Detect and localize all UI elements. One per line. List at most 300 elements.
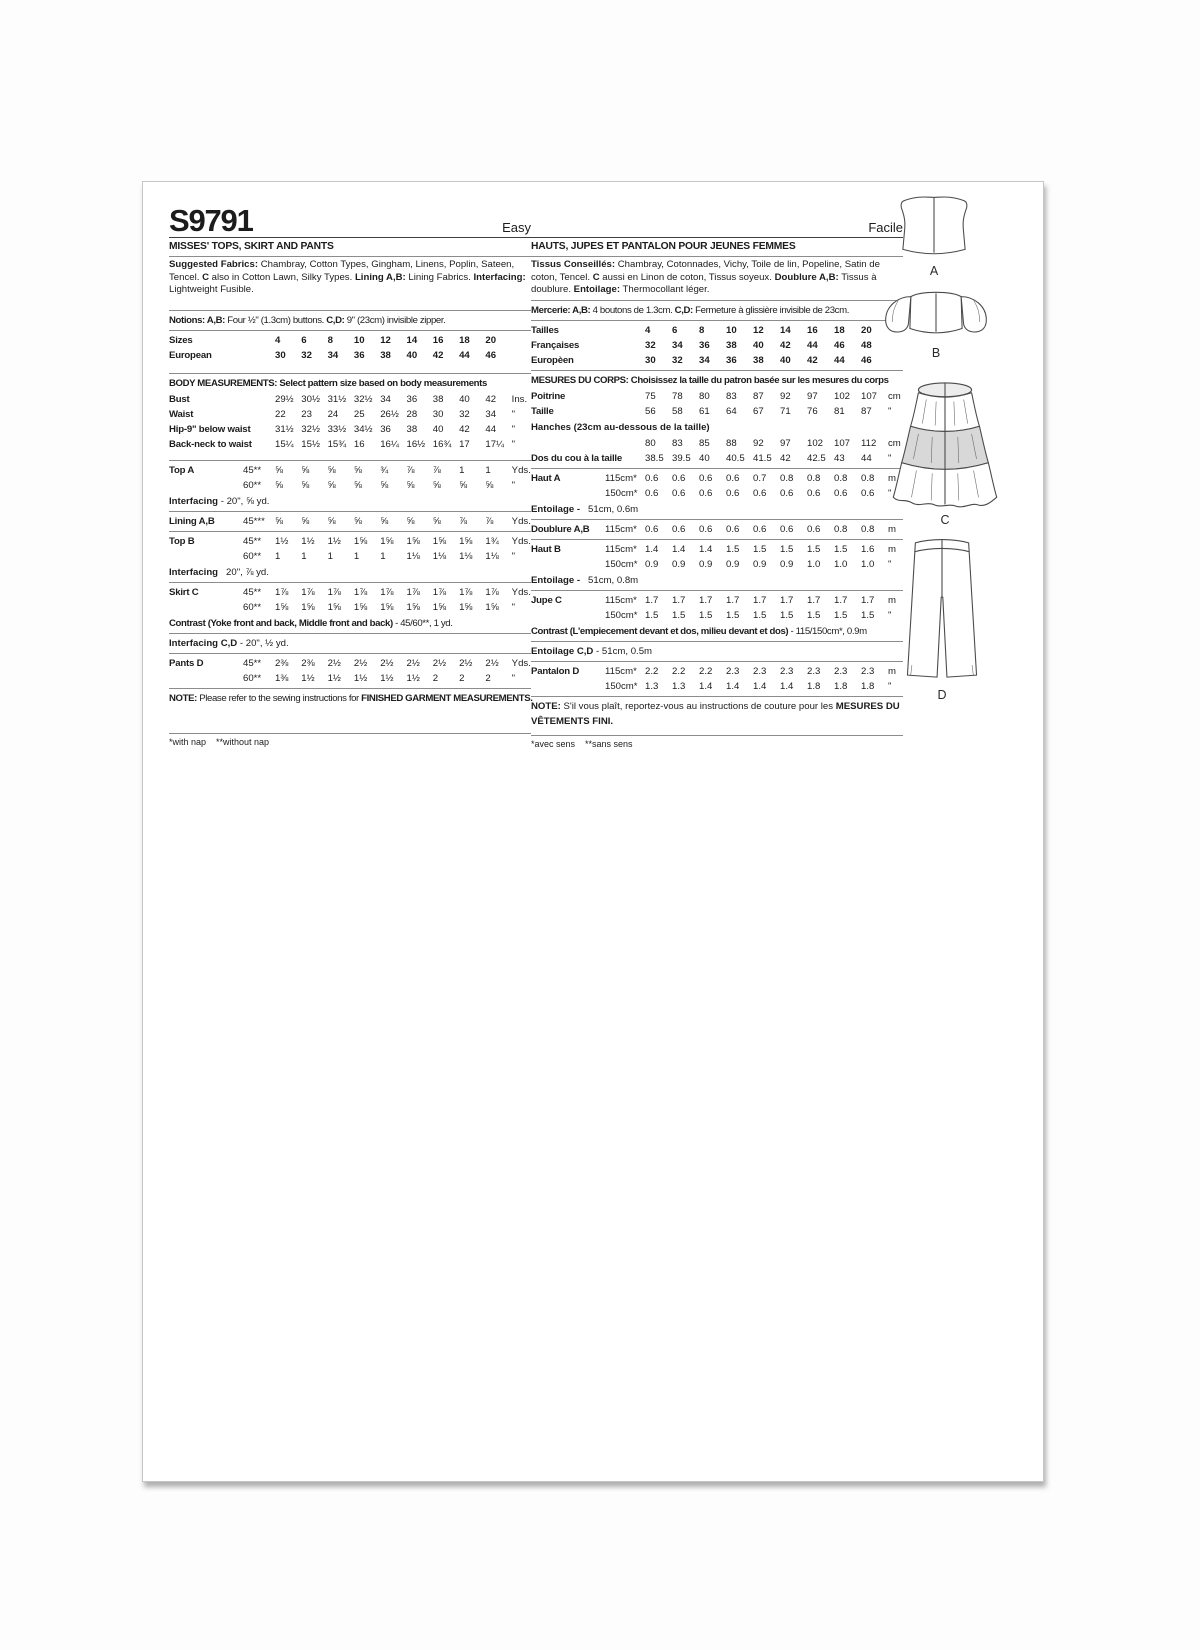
- figure-label-b: B: [931, 346, 941, 360]
- divider-rule: [169, 373, 531, 374]
- top-a-60-row: [169, 478, 531, 493]
- text: 4 boutons de 1.3cm.: [590, 304, 675, 316]
- value-cell: 1.7: [726, 594, 740, 606]
- spacer: [169, 452, 531, 458]
- value-cell: 2½: [327, 657, 341, 669]
- value-cell: 32½: [353, 393, 373, 405]
- value-cell: 36: [726, 354, 737, 366]
- divider-rule: [169, 330, 531, 331]
- value-cell: 0.9: [672, 558, 686, 570]
- value-cell: 2.3: [780, 665, 794, 677]
- value-cell: 26½: [380, 408, 399, 420]
- value-cell: ⅝: [380, 479, 389, 491]
- value-cell: 2½: [459, 657, 473, 669]
- value-cell: 24: [327, 408, 339, 420]
- divider-rule: [531, 468, 903, 469]
- spacer: [169, 363, 531, 371]
- value-cell: 1⅜: [275, 672, 289, 684]
- value-cell: 42.5: [807, 452, 826, 464]
- width-spec: 45**: [243, 535, 262, 547]
- value-cell: ⅞: [485, 515, 494, 527]
- value-cell: 1⅞: [380, 586, 394, 598]
- value-cell: 6: [672, 324, 678, 336]
- value-cell: 1½: [406, 672, 420, 684]
- value-cell: 83: [726, 390, 737, 402]
- value-cell: 1: [459, 464, 465, 476]
- contrast-line: [169, 616, 531, 631]
- value-cell: 1⅞: [459, 586, 473, 598]
- bold-text: MESURES DU CORPS: Choisissez la taille du patron basée sur les mesures du corps: [531, 374, 889, 386]
- row-label: Doublure A,B: [531, 523, 590, 535]
- unit-cell: [512, 348, 531, 363]
- width-spec: 115cm*: [605, 543, 637, 555]
- value-cell: 80: [645, 437, 656, 449]
- value-cell: 16: [353, 438, 365, 450]
- value-cell: 12: [753, 324, 764, 336]
- value-cell: 34: [380, 393, 391, 405]
- top-b-60-row: [169, 549, 531, 564]
- value-cell: 46: [485, 349, 497, 361]
- value-cell: ⅝: [432, 479, 441, 491]
- text: Please refer to the sewing instructions for: [196, 692, 362, 704]
- divider-rule: [169, 653, 531, 654]
- skirt-c-60-row: [169, 600, 531, 615]
- row-label: [531, 557, 605, 572]
- value-cell: 1.5: [861, 609, 875, 621]
- width-spec: 45***: [243, 515, 265, 527]
- value-cell: 1⅛: [406, 550, 420, 562]
- value-cell: 75: [645, 390, 656, 402]
- value-cell: 1: [275, 550, 281, 562]
- value-cell: 1.4: [753, 680, 767, 692]
- pantalon-d-150-row: [531, 679, 903, 694]
- text: 51cm, 0.8m: [580, 574, 639, 586]
- text: Thermocollant léger.: [620, 284, 710, 295]
- european-sizes-row: [169, 348, 531, 363]
- value-cell: 1⅞: [301, 586, 315, 598]
- divider-rule: [531, 539, 903, 540]
- value-cell: 32: [301, 349, 312, 361]
- unit-cell: ": [888, 609, 892, 621]
- bold-text: Entoilage C,D: [531, 645, 594, 657]
- top-b-45-row: [169, 534, 531, 549]
- pantalon-d-115-row: [531, 664, 903, 679]
- row-label: Poitrine: [531, 390, 566, 402]
- entoilage-b-line: [531, 573, 903, 588]
- value-cell: 30: [645, 354, 656, 366]
- value-cell: 1.8: [861, 680, 875, 692]
- interfacing-a-line: [169, 494, 531, 509]
- value-cell: 40: [459, 393, 470, 405]
- value-cell: 34: [327, 349, 339, 361]
- sens-footnote: [531, 738, 903, 750]
- text: - 20", ½ yd.: [237, 637, 289, 649]
- value-cell: 39.5: [672, 452, 691, 464]
- value-cell: 0.6: [753, 523, 767, 535]
- unit-cell: ": [511, 601, 516, 613]
- value-cell: 10: [353, 334, 365, 346]
- value-cell: 2.3: [807, 665, 821, 677]
- row-label: [169, 671, 243, 686]
- value-cell: 92: [780, 390, 791, 402]
- figure-label-a: A: [929, 264, 939, 278]
- value-cell: 1¾: [485, 535, 499, 547]
- unit-cell: ": [511, 672, 516, 684]
- value-cell: 102: [807, 437, 824, 449]
- value-cell: ¾: [380, 464, 389, 476]
- value-cell: 1: [327, 550, 333, 562]
- value-cell: 1.7: [645, 594, 659, 606]
- value-cell: 1⅝: [380, 601, 394, 613]
- width-spec: [605, 404, 645, 419]
- value-cell: 1.4: [645, 543, 659, 555]
- value-cell: ⅝: [353, 479, 362, 491]
- spacer: [531, 730, 903, 733]
- divider-rule: [169, 688, 531, 689]
- value-cell: 34: [672, 339, 683, 351]
- value-cell: 1½: [380, 672, 394, 684]
- bold-text: Notions: A,B:: [169, 314, 225, 326]
- value-cell: 48: [861, 339, 872, 351]
- value-cell: 31½: [275, 423, 294, 435]
- value-cell: 0.6: [861, 487, 875, 499]
- value-cell: 1.8: [807, 680, 821, 692]
- value-cell: 1.7: [699, 594, 713, 606]
- value-cell: ⅝: [353, 515, 362, 527]
- bold-text: Interfacing: [169, 495, 219, 507]
- value-cell: 87: [753, 390, 764, 402]
- value-cell: 1⅝: [459, 601, 473, 613]
- note-line: [169, 691, 531, 706]
- row-label: [531, 679, 605, 694]
- width-spec: [243, 407, 275, 422]
- value-cell: 31½: [327, 393, 347, 405]
- value-cell: ⅞: [459, 515, 468, 527]
- unit-cell: Yds.: [511, 535, 531, 547]
- bold-text: Interfacing:: [473, 271, 526, 283]
- bold-text: Entoilage -: [531, 503, 581, 515]
- row-label: Françaises: [531, 339, 580, 351]
- width-spec: 115cm*: [605, 472, 637, 484]
- value-cell: 34½: [353, 423, 373, 435]
- garment-title-fr: [531, 239, 903, 254]
- value-cell: 2½: [406, 657, 420, 669]
- hanches-label: [531, 420, 903, 435]
- bold-text: MESURES DU VÊTEMENTS FINI.: [531, 700, 900, 727]
- bold-text: C,D:: [674, 304, 693, 316]
- value-cell: 1.3: [645, 680, 659, 692]
- value-cell: 1.7: [807, 594, 821, 606]
- value-cell: 36: [699, 339, 710, 351]
- value-cell: 42: [807, 354, 818, 366]
- width-spec: 45**: [243, 464, 262, 476]
- value-cell: 1.4: [672, 543, 686, 555]
- width-spec: 150cm*: [605, 487, 638, 499]
- text: Four ½" (1.3cm) buttons.: [225, 314, 327, 326]
- width-spec: 60**: [243, 479, 262, 491]
- value-cell: 40: [406, 349, 418, 361]
- width-spec: 60**: [243, 550, 262, 562]
- value-cell: 44: [485, 423, 497, 435]
- value-cell: 40: [753, 339, 764, 351]
- back-neck-row: [169, 437, 531, 452]
- value-cell: 1.5: [753, 543, 767, 555]
- divider-rule: [531, 641, 903, 642]
- bold-text: Interfacing: [169, 566, 219, 578]
- value-cell: 30: [275, 349, 286, 361]
- interfacing-b-line: [169, 565, 531, 580]
- value-cell: 10: [726, 324, 737, 336]
- note-line-fr: [531, 699, 903, 729]
- value-cell: 0.6: [699, 487, 713, 499]
- value-cell: 2: [485, 672, 491, 684]
- jupe-c-150-row: [531, 608, 903, 623]
- value-cell: 80: [699, 390, 710, 402]
- text: Chambray, Cotton Types, Gingham, Linens, Poplin, Sateen, Tencel.: [169, 259, 515, 283]
- value-cell: 1.4: [780, 680, 794, 692]
- value-cell: 0.8: [807, 472, 821, 484]
- width-spec: 115cm*: [605, 523, 637, 535]
- value-cell: ⅝: [327, 464, 336, 476]
- value-cell: 12: [380, 334, 391, 346]
- row-label: Sizes: [169, 334, 193, 346]
- bold-text: Doublure A,B:: [774, 271, 839, 283]
- row-label: Dos du cou à la taille: [531, 452, 623, 464]
- row-label: [169, 549, 243, 564]
- bold-text: Lining A,B:: [354, 271, 406, 283]
- divider-rule: [531, 735, 903, 736]
- value-cell: 61: [699, 405, 710, 417]
- bold-text: C,D:: [326, 314, 345, 326]
- waist-row: [169, 407, 531, 422]
- value-cell: 1.0: [834, 558, 848, 570]
- bold-text: Contrast (L'empiecement devant et dos, milieu devant et dos): [531, 625, 789, 637]
- row-label: Haut B: [531, 543, 561, 555]
- value-cell: 1⅝: [432, 601, 447, 613]
- bold-text: Tissus Conseillés:: [531, 259, 616, 270]
- text: Lightweight Fusible.: [169, 284, 254, 295]
- row-label: [169, 478, 243, 493]
- value-cell: 28: [406, 408, 418, 420]
- text: aussi en Linon de coton, Tissus soyeux.: [599, 271, 775, 283]
- value-cell: 1⅝: [380, 535, 394, 547]
- width-spec: 45**: [243, 586, 262, 598]
- value-cell: 1½: [327, 535, 341, 547]
- notions-line: [169, 313, 531, 328]
- hanches-values-row: [531, 436, 903, 451]
- value-cell: 0.9: [753, 558, 767, 570]
- value-cell: 107: [834, 437, 851, 449]
- value-cell: 85: [699, 437, 710, 449]
- value-cell: 107: [861, 390, 878, 402]
- value-cell: 34: [485, 408, 497, 420]
- bold-text: NOTE:: [531, 700, 561, 712]
- value-cell: 0.6: [645, 487, 659, 499]
- english-rows: [169, 239, 531, 748]
- value-cell: 14: [780, 324, 791, 336]
- divider-rule: [531, 300, 903, 301]
- value-cell: 32: [459, 408, 470, 420]
- bold-text: MISSES' TOPS, SKIRT AND PANTS: [169, 241, 334, 252]
- value-cell: 2.3: [726, 665, 740, 677]
- value-cell: 15½: [301, 438, 320, 450]
- value-cell: 92: [753, 437, 764, 449]
- figure-label-d: D: [937, 688, 947, 702]
- value-cell: ⅝: [301, 464, 310, 476]
- value-cell: 0.8: [780, 472, 794, 484]
- pants-d-line-art: [894, 536, 990, 686]
- value-cell: ⅝: [353, 464, 362, 476]
- divider-rule: [169, 582, 531, 583]
- divider-rule: [169, 460, 531, 461]
- value-cell: 83: [672, 437, 683, 449]
- value-cell: 0.8: [834, 472, 848, 484]
- value-cell: 1: [301, 550, 307, 562]
- width-spec: 60**: [243, 672, 262, 684]
- width-spec: 150cm*: [605, 558, 638, 570]
- width-spec: [243, 392, 275, 407]
- value-cell: 20: [861, 324, 872, 336]
- unit-cell: ": [888, 487, 892, 499]
- entoilage-a-line: [531, 502, 903, 517]
- haut-b-150-row: [531, 557, 903, 572]
- width-spec: [243, 348, 275, 363]
- divider-rule: [531, 696, 903, 697]
- value-cell: 34: [699, 354, 710, 366]
- bold-text: Suggested Fabrics:: [169, 259, 259, 270]
- value-cell: 2: [432, 672, 439, 684]
- value-cell: 0.6: [672, 487, 686, 499]
- value-cell: 2.3: [753, 665, 767, 677]
- unit-cell: [512, 333, 531, 348]
- row-label: Hip-9" below waist: [169, 423, 251, 435]
- value-cell: 64: [726, 405, 737, 417]
- french-header: [531, 198, 903, 238]
- nap-footnote: [169, 736, 531, 748]
- value-cell: 0.6: [780, 487, 794, 499]
- value-cell: 38.5: [645, 452, 664, 464]
- value-cell: 20: [485, 334, 497, 346]
- bold-text: Interfacing C,D: [169, 637, 238, 649]
- pants-d-45-row: [169, 656, 531, 671]
- row-label: Skirt C: [169, 586, 199, 598]
- value-cell: 1.0: [807, 558, 821, 570]
- europeen-row: [531, 353, 903, 368]
- value-cell: 1⅝: [406, 601, 420, 613]
- difficulty-label-fr: Facile: [868, 220, 903, 235]
- value-cell: ⅝: [301, 515, 310, 527]
- value-cell: 1: [485, 464, 491, 476]
- text: Tissus à doublure.: [531, 271, 877, 295]
- unit-cell: cm: [888, 390, 901, 402]
- width-spec: 150cm*: [605, 609, 638, 621]
- value-cell: 36: [353, 349, 365, 361]
- value-cell: 4: [275, 334, 281, 346]
- value-cell: 42: [780, 339, 791, 351]
- row-label: Jupe C: [531, 594, 562, 606]
- figure-top-a: [890, 192, 978, 278]
- difficulty-label-en: Easy: [502, 220, 531, 235]
- divider-rule: [531, 590, 903, 591]
- value-cell: 17: [459, 438, 470, 450]
- value-cell: 1.4: [726, 680, 740, 692]
- value-cell: 88: [726, 437, 737, 449]
- value-cell: 1⅞: [406, 586, 420, 598]
- unit-cell: m: [888, 543, 896, 555]
- haut-a-150-row: [531, 486, 903, 501]
- width-spec: [605, 338, 645, 353]
- unit-cell: Yds.: [511, 586, 531, 598]
- value-cell: 44: [459, 349, 470, 361]
- value-cell: 0.6: [672, 523, 686, 535]
- width-spec: [605, 323, 645, 338]
- value-cell: 18: [459, 334, 470, 346]
- value-cell: 1½: [327, 672, 341, 684]
- unit-cell: Yds.: [511, 657, 531, 669]
- value-cell: 0.6: [807, 523, 821, 535]
- value-cell: 0.6: [753, 487, 767, 499]
- text: also in Cotton Lawn, Silky Types.: [209, 271, 355, 283]
- value-cell: 40: [780, 354, 791, 366]
- value-cell: 42: [780, 452, 791, 464]
- bold-text: Mercerie: A,B:: [531, 304, 591, 316]
- bold-text: HAUTS, JUPES ET PANTALON POUR JEUNES FEMMES: [531, 241, 796, 252]
- value-cell: ⅝: [275, 515, 284, 527]
- value-cell: 1.7: [753, 594, 767, 606]
- unit-cell: cm: [888, 437, 901, 449]
- value-cell: 0.9: [645, 558, 659, 570]
- unit-cell: m: [888, 665, 896, 677]
- value-cell: 46: [834, 339, 845, 351]
- value-cell: 0.6: [672, 472, 686, 484]
- value-cell: 0.6: [807, 487, 821, 499]
- text: 9" (23cm) invisible zipper.: [344, 314, 446, 326]
- value-cell: ⅝: [275, 464, 284, 476]
- value-cell: 0.6: [834, 487, 848, 499]
- row-label: Taille: [531, 405, 554, 417]
- value-cell: 17¼: [485, 438, 505, 450]
- row-label: Bust: [169, 393, 190, 405]
- value-cell: 38: [406, 423, 418, 435]
- value-cell: 43: [834, 452, 845, 464]
- value-cell: 40: [432, 423, 444, 435]
- value-cell: 1⅛: [432, 550, 447, 562]
- text: - 20", ⅝ yd.: [218, 495, 270, 507]
- french-rows: [531, 239, 903, 750]
- value-cell: 1.5: [726, 609, 740, 621]
- pants-d-60-row: [169, 671, 531, 686]
- value-cell: 56: [645, 405, 656, 417]
- unit-cell: ": [511, 438, 516, 450]
- row-label: [531, 486, 605, 501]
- value-cell: 44: [807, 339, 818, 351]
- value-cell: 2½: [353, 657, 368, 669]
- value-cell: ⅞: [432, 464, 441, 476]
- row-label: [531, 608, 605, 623]
- text: 20", ⅞ yd.: [218, 566, 269, 578]
- value-cell: ⅝: [275, 479, 284, 491]
- value-cell: 14: [406, 334, 418, 346]
- text: 51cm, 0.6m: [580, 503, 639, 515]
- text: - 115/150cm*, 0.9m: [788, 625, 867, 637]
- value-cell: 1.4: [699, 680, 713, 692]
- pattern-number: S9791: [169, 202, 253, 238]
- value-cell: 81: [834, 405, 845, 417]
- width-spec: [243, 333, 275, 348]
- value-cell: 1.5: [780, 609, 794, 621]
- value-cell: ⅝: [432, 515, 441, 527]
- top-a-45-row: [169, 463, 531, 478]
